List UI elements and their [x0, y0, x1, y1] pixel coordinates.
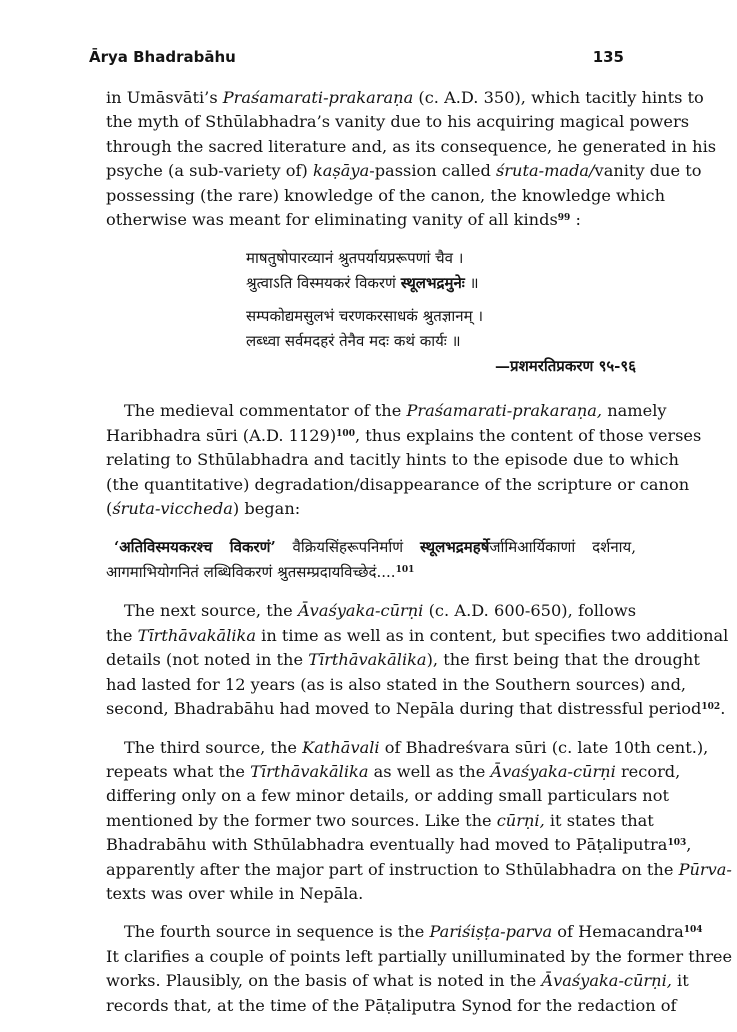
text-line: The third source, the Kathāvali of Bhadreśvara sūri (c. late 10th cent.),: [124, 737, 709, 757]
text-line: The medieval commentator of the Praśamarati-prakaraṇa, namely: [124, 401, 667, 421]
footnote-ref: 103: [667, 838, 687, 849]
text-line: relating to Sthūlabhadra and tacitly hints to the episode due to which: [106, 450, 679, 470]
text-line: possessing (the rare) knowledge of the canon, the knowledge which: [106, 185, 665, 205]
text-line: the Tīrthāvakālika in time as well as in content, but specifies two additional: [106, 625, 729, 645]
verse-line: श्रुत्वाऽति विस्मयकरं विकरणं स्थूलभद्रमुनेः ॥: [246, 274, 479, 293]
text-line: differing only on a few minor details, or adding small particulars not: [106, 786, 669, 806]
text-line: It clarifies a couple of points left partially unilluminated by the former three: [106, 946, 733, 966]
verse-line: सम्पकोद्यमसुलभं चरणकरसाधकं श्रुतज्ञानम् ।: [246, 307, 484, 326]
verse-attribution: —प्रशमरतिप्रकरण ९५-९६: [495, 357, 636, 376]
paragraph-3: [106, 599, 729, 721]
text-line: psyche (a sub-variety of) kaṣāya-passion called śruta-mada/vanity due to: [106, 161, 702, 181]
text-line: the myth of Sthūlabhadra’s vanity due to his acquiring magical powers: [106, 112, 690, 132]
page-header: [89, 48, 624, 72]
paragraph-2: [106, 399, 702, 521]
text-line: records that, at the time of the Pāṭaliputra Synod for the redaction of: [106, 995, 677, 1015]
sanskrit-verse: [246, 246, 636, 354]
page-number: 135: [592, 48, 624, 66]
text-line: repeats what the Tīrthāvakālika as well as the Āvaśyaka-cūrṇi record,: [106, 761, 681, 781]
footnote-ref: 101: [395, 565, 415, 576]
text-line: had lasted for 12 years (as is also stated in the Southern sources) and,: [106, 674, 687, 694]
text-line: आगमाभियोगनितं लब्धिविकरणं श्रुतसम्प्रदायविच्छेदं....$^{101}$: [106, 563, 415, 582]
text-line: details (not noted in the Tīrthāvakālika), the first being that the drought: [106, 650, 700, 670]
page-body: [106, 86, 733, 1032]
text-line: mentioned by the former two sources. Like the cūrṇi, it states that: [106, 810, 654, 830]
paragraph-5: [106, 920, 733, 1018]
text-line: apparently after the major part of instruction to Sthūlabhadra on the Pūrva-: [106, 859, 732, 879]
text-line: The fourth source in sequence is the Pariśiṣṭa-parva of Hemacandra$^{104}$: [124, 922, 703, 942]
paragraph-1: [106, 86, 717, 232]
verse-line: लब्ध्वा सर्वमदहरं तेनैव मदः कथं कार्यः ॥: [246, 332, 461, 351]
text-line: ‘अतिविस्मयकरश्च विकरणं’ वैक्रियसिंहरूपनिर्माणं स्थूलभद्रमहर्षेर्जामिआर्यिकाणां दर्शनाय,: [114, 538, 636, 557]
footnote-ref: 99: [557, 213, 571, 224]
text-line: Bhadrabāhu with Sthūlabhadra eventually had moved to Pāṭaliputra$^{103}$,: [106, 835, 692, 855]
running-head: Ārya Bhadrabāhu: [89, 48, 236, 66]
text-line: (the quantitative) degradation/disappearance of the scripture or canon: [106, 474, 690, 494]
sanskrit-commentary-quote: [106, 535, 636, 585]
text-line: otherwise was meant for eliminating vanity of all kinds$^{99}$ :: [106, 210, 581, 230]
text-line: in Umāsvāti’s Praśamarati-prakaraṇa (c. A.D. 350), which tacitly hints to: [106, 88, 704, 107]
text-line: Haribhadra sūri (A.D. 1129)$^{100}$, thus explains the content of those verses: [106, 425, 702, 445]
text-line: second, Bhadrabāhu had moved to Nepāla during that distressful period$^{102}$.: [106, 699, 726, 719]
footnote-ref: 100: [336, 428, 355, 439]
text-line: (śruta-viccheda) began:: [106, 499, 301, 519]
footnote-ref: 104: [683, 925, 703, 936]
text-line: The next source, the Āvaśyaka-cūrṇi (c. A.D. 600-650), follows: [124, 601, 636, 621]
footnote-ref: 102: [701, 702, 721, 713]
verse-line: माषतुषोपारव्यानं श्रुतपर्यायप्ररूपणां चैव ।: [246, 249, 464, 268]
text-line: texts was over while in Nepāla.: [106, 883, 364, 903]
text-line: through the sacred literature and, as its consequence, he generated in his: [106, 136, 717, 156]
text-line: works. Plausibly, on the basis of what is noted in the Āvaśyaka-cūrṇi, it: [106, 971, 689, 991]
paragraph-4: [106, 736, 732, 907]
